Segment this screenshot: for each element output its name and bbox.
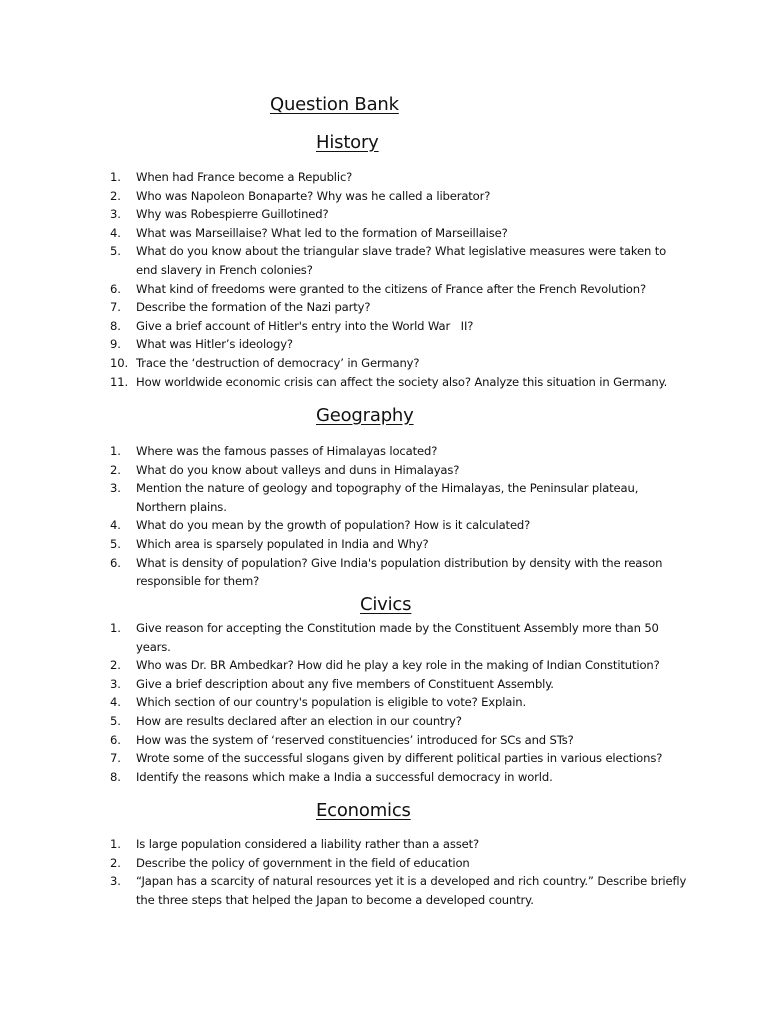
page-title: Question Bank — [270, 94, 399, 115]
geography-question-list — [110, 442, 690, 591]
history-heading: History — [316, 132, 379, 153]
list-item: 2. Who was Dr. BR Ambedkar? How did he play a key role in the making of Indian Constitution? — [110, 658, 660, 673]
list-item: 10. Trace the ‘destruction of democracy’ in Germany? — [110, 355, 420, 370]
list-item: 4. Which section of our country's population is eligible to vote? Explain. — [110, 695, 527, 710]
list-item: 1. Where was the famous passes of Himalayas located? — [110, 444, 438, 458]
list-item: 3. Give a brief description about any five members of Constituent Assembly. — [110, 676, 554, 691]
list-item: 1. When had France become a Republic? — [110, 170, 353, 184]
history-question-list — [110, 168, 690, 391]
list-item: 5. How are results declared after an election in our country? — [110, 713, 462, 728]
geography-heading: Geography — [316, 405, 414, 426]
list-item: 3. Why was Robespierre Guillotined? — [110, 207, 329, 222]
list-item: 7. Describe the formation of the Nazi party? — [110, 300, 371, 315]
list-item: 3. “Japan has a scarcity of natural resources yet it is a developed and rich country.” Describe briefly the three steps that helped the Japan to become a developed country. — [110, 874, 687, 907]
list-item: 2. Who was Napoleon Bonaparte? Why was he called a liberator? — [110, 188, 491, 203]
civics-heading: Civics — [360, 594, 412, 615]
list-item: 4. What was Marseillaise? What led to the formation of Marseillaise? — [110, 225, 508, 240]
list-item: 1. Give reason for accepting the Constitution made by the Constituent Assembly more than 50 years. — [110, 621, 659, 654]
list-item: 9. What was Hitler’s ideology? — [110, 337, 293, 352]
list-item: 2. Describe the policy of government in the field of education — [110, 855, 470, 870]
list-item: 6. How was the system of ‘reserved constituencies’ introduced for SCs and STs? — [110, 732, 574, 747]
list-item: 5. What do you know about the triangular slave trade? What legislative measures were taken to end slavery in French colonies? — [110, 244, 667, 277]
list-item: 8. Give a brief account of Hitler's entry into the World War II? — [110, 318, 474, 333]
list-item: 6. What kind of freedoms were granted to the citizens of France after the French Revolution? — [110, 281, 646, 296]
economics-heading: Economics — [316, 800, 411, 821]
list-item: 11. How worldwide economic crisis can affect the society also? Analyze this situation in Germany. — [110, 374, 668, 389]
list-item: 7. Wrote some of the successful slogans given by different political parties in various elections? — [110, 751, 663, 766]
civics-question-list — [110, 619, 690, 786]
economics-question-list — [110, 835, 690, 909]
list-item: 3. Mention the nature of geology and topography of the Himalayas, the Peninsular plateau, Northern plains. — [110, 481, 639, 514]
list-item: 4. What do you mean by the growth of population? How is it calculated? — [110, 518, 531, 533]
list-item: 2. What do you know about valleys and duns in Himalayas? — [110, 462, 460, 477]
list-item: 5. Which area is sparsely populated in India and Why? — [110, 536, 429, 551]
list-item: 8. Identify the reasons which make a India a successful democracy in world. — [110, 769, 553, 784]
list-item: 1. Is large population considered a liability rather than a asset? — [110, 837, 480, 851]
list-item: 6. What is density of population? Give India's population distribution by density with the reason responsible for them? — [110, 555, 663, 589]
